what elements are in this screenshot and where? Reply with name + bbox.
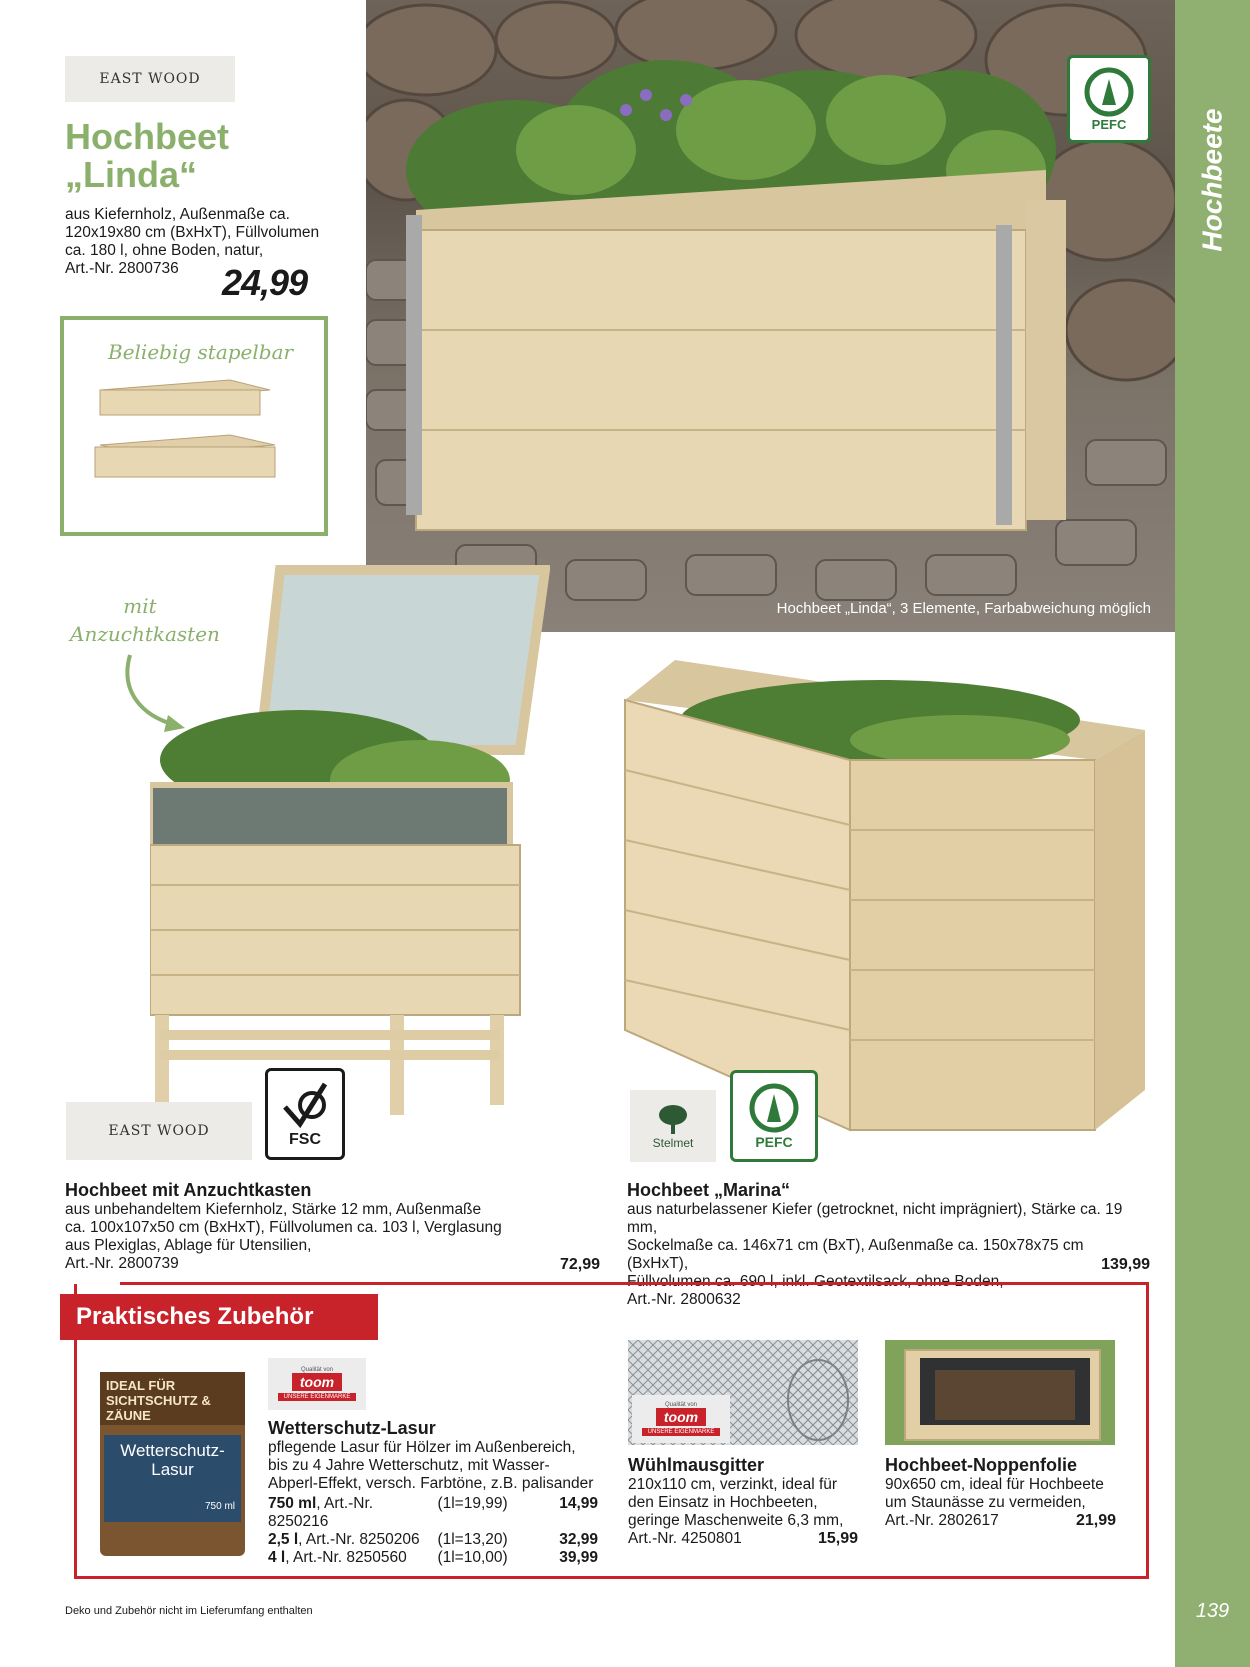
mesh-title: Wühlmausgitter bbox=[628, 1455, 765, 1475]
lasur-price-row: 4 l, Art.-Nr. 8250560 (1l=10,00) 39,99 bbox=[268, 1549, 598, 1566]
tree-icon bbox=[746, 1082, 802, 1134]
marina-product-photo bbox=[620, 660, 1150, 1140]
seed-box-note: mit Anzuchtkasten bbox=[70, 594, 220, 646]
lasur-price-table bbox=[268, 1495, 598, 1567]
membrane-description: 90x650 cm, ideal für Hochbeete um Staunässe zu vermeiden, Art.-Nr. 2802617 bbox=[885, 1476, 1104, 1529]
toom-brand-badge-2: Qualität von toom UNSERE EIGENMARKE bbox=[632, 1395, 730, 1443]
toom-brand-badge: Qualität von toom UNSERE EIGENMARKE bbox=[268, 1358, 366, 1410]
can-label-top: IDEAL FÜR SICHTSCHUTZ & ZÄUNE bbox=[100, 1372, 245, 1425]
paint-can-photo bbox=[100, 1372, 245, 1556]
seed-box-bed-photo bbox=[150, 560, 550, 1120]
marina-price: 139,99 bbox=[1101, 1256, 1150, 1273]
seed-box-bed-title: Hochbeet mit Anzuchtkasten bbox=[65, 1180, 312, 1200]
stacked-boxes-illustration bbox=[90, 375, 300, 495]
tree-icon bbox=[1082, 67, 1136, 117]
linda-photo-caption: Hochbeet „Linda“, 3 Elemente, Farbabweichung möglich bbox=[776, 600, 1151, 617]
linda-price: 24,99 bbox=[222, 262, 308, 303]
lasur-title: Wetterschutz-Lasur bbox=[268, 1418, 436, 1438]
seed-box-bed-description: aus unbehandeltem Kiefernholz, Stärke 12 mm, Außenmaße ca. 100x107x50 cm (BxHxT), Füllvolumen ca. 103 l, Verglasung aus Plexiglas, Ablage für Utensilien, Art.-Nr. 2800739 bbox=[65, 1201, 502, 1272]
marina-description: aus naturbelassener Kiefer (getrocknet, nicht imprägniert), Stärke ca. 19 mm, Sockelmaße ca. 146x71 cm (BxT), Außenmaße ca. 150x78x75 cm (BxHxT), Art.-Nr. 2800632 bbox=[627, 1201, 1123, 1308]
stackable-note: Beliebig stapelbar bbox=[108, 340, 294, 364]
pefc-certificate-logo-2: PEFC bbox=[730, 1070, 818, 1162]
tree-checkmark-icon bbox=[280, 1079, 330, 1131]
mesh-description: 210x110 cm, verzinkt, ideal für den Einsatz in Hochbeeten, geringe Maschenweite 6,3 mm, Art.-Nr. 4250801 bbox=[628, 1476, 844, 1547]
page-number: 139 bbox=[1195, 1600, 1230, 1622]
seed-box-bed-price: 72,99 bbox=[559, 1256, 600, 1273]
fsc-certificate-logo: FSC bbox=[265, 1068, 345, 1160]
lasur-price-row: 750 ml, Art.-Nr. 8250216 (1l=19,99) 14,99 bbox=[268, 1495, 598, 1530]
accessories-banner: Praktisches Zubehör bbox=[60, 1294, 378, 1340]
linda-product-photo bbox=[366, 0, 1175, 632]
membrane-title: Hochbeet-Noppenfolie bbox=[885, 1455, 1077, 1475]
linda-title: Hochbeet „Linda“ bbox=[65, 116, 230, 195]
lasur-description: pflegende Lasur für Hölzer im Außenbereich, bis zu 4 Jahre Wetterschutz, mit Wasser- Abperl-Effekt, versch. Farbtöne, z.B. palisander bbox=[268, 1439, 594, 1492]
category-label: Hochbeete bbox=[1196, 108, 1228, 252]
membrane-price: 21,99 bbox=[1075, 1512, 1116, 1529]
tree-icon bbox=[656, 1102, 690, 1136]
lasur-price-row: 2,5 l, Art.-Nr. 8250206 (1l=13,20) 32,99 bbox=[268, 1531, 598, 1548]
linda-description: aus Kiefernholz, Außenmaße ca. 120x19x80 cm (BxHxT), Füllvolumen ca. 180 l, ohne Boden, natur, Art.-Nr. 2800736 bbox=[65, 206, 320, 277]
eastwood-brand-logo-2: EAST WOOD bbox=[66, 1102, 252, 1160]
stelmet-brand-logo: Stelmet bbox=[630, 1090, 716, 1162]
footnote: Deko und Zubehör nicht im Lieferumfang enthalten bbox=[65, 1605, 313, 1617]
eastwood-brand-logo: EAST WOOD bbox=[65, 56, 235, 102]
dimpled-membrane-photo bbox=[885, 1340, 1115, 1445]
marina-title: Hochbeet „Marina“ bbox=[627, 1180, 791, 1200]
can-label-name: Wetterschutz- Lasur 750 ml bbox=[104, 1435, 241, 1522]
pefc-certificate-logo: PEFC bbox=[1067, 55, 1151, 143]
mesh-price: 15,99 bbox=[817, 1530, 858, 1547]
